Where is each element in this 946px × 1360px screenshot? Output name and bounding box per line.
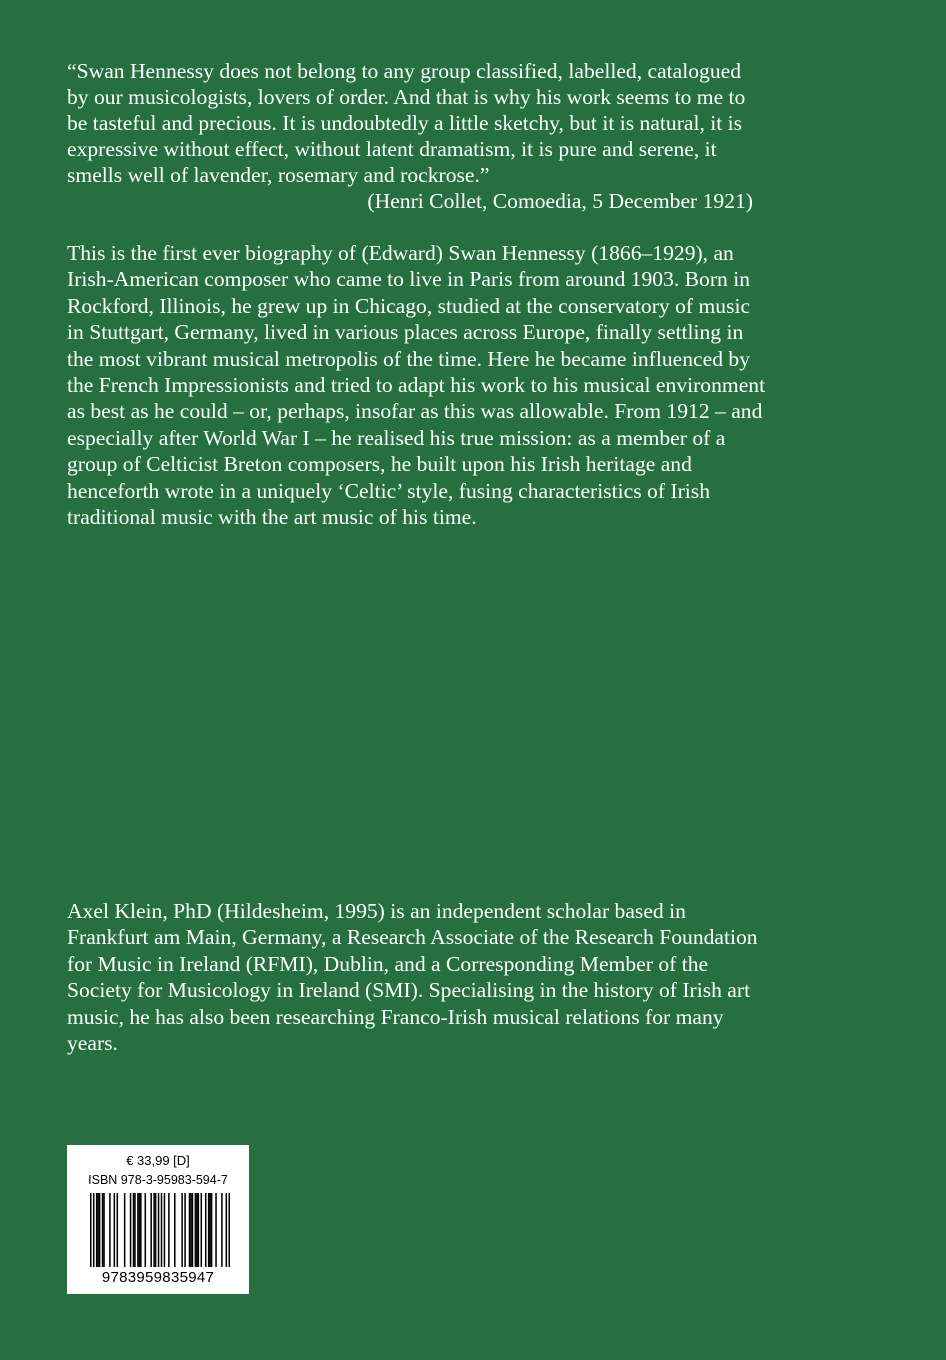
barcode-bar: [124, 1193, 126, 1267]
barcode-bar: [168, 1193, 170, 1267]
barcode-bar: [226, 1193, 228, 1267]
quote-attribution: (Henri Collet, Comoedia, 5 December 1921): [367, 189, 753, 213]
barcode-bar: [139, 1193, 141, 1267]
isbn-text: ISBN 978-3-95983-594-7: [88, 1173, 228, 1187]
quote-block: [67, 58, 767, 214]
barcode-bar: [93, 1193, 95, 1267]
barcode-bar: [99, 1193, 101, 1267]
barcode-bar: [97, 1193, 99, 1267]
barcode-bar: [190, 1193, 192, 1267]
barcode-bar: [196, 1193, 198, 1267]
barcode-bar: [229, 1193, 230, 1267]
quote-text: “Swan Hennessy does not belong to any group classified, labelled, catalogued by our musicologists, lovers of order. And that is why his work seems to me to be tasteful and precious. It is undoubtedly a little sketchy, but it is natural, it is expressive without effect, without latent dramatism, it is pure and serene, it smells well of lavender, rosemary and rockrose.”: [67, 59, 746, 187]
barcode-bar: [134, 1193, 136, 1267]
barcode-bar: [114, 1193, 116, 1267]
barcode-bar: [192, 1193, 194, 1267]
barcode-bar: [137, 1193, 139, 1267]
price-text: € 33,99 [D]: [126, 1153, 190, 1168]
barcode-bar: [189, 1193, 191, 1267]
barcode-bar: [198, 1193, 200, 1267]
barcode-bar: [215, 1193, 217, 1267]
barcode-bar: [96, 1193, 98, 1267]
barcode-bar: [161, 1193, 163, 1267]
barcode-bar: [140, 1193, 142, 1267]
barcode-bar: [102, 1193, 104, 1267]
barcode-bar: [153, 1193, 155, 1267]
barcode-bar: [145, 1193, 147, 1267]
barcode-bar: [211, 1193, 213, 1267]
barcode-bar: [201, 1193, 203, 1267]
barcode-bar: [209, 1193, 211, 1267]
barcode-bar: [184, 1193, 186, 1267]
barcode-bar: [109, 1193, 111, 1267]
ean-number: 9783959835947: [101, 1269, 215, 1286]
book-description: This is the first ever biography of (Edward) Swan Hennessy (1866–1929), an Irish-American composer who came to live in Paris from around 1903. Born in Rockford, Illinois, he grew up in Chicago, studied at the conservatory of music in Stuttgart, Germany, lived in various places across Europe, finally settling in the most vibrant musical metropolis of the time. Here he became influenced by the French Impressionists and tried to adapt his work to his musical environment as best as he could – or, perhaps, insofar as this was allowable. From 1912 – and especially after World War I – he realised his true mission: as a member of a group of Celticist Breton composers, he built upon his Irish heritage and henceforth wrote in a uniquely ‘Celtic’ style, fusing characteristics of Irish traditional music with the art music of his time.: [67, 241, 766, 530]
barcode-bar: [181, 1193, 183, 1267]
author-bio: Axel Klein, PhD (Hildesheim, 1995) is an independent scholar based in Frankfurt am Main, Germany, a Research Associate of the Research Foundation for Music in Ireland (RFMI), Dublin, and a Corresponding Member of the Society for Musicology in Ireland (SMI). Specialising in the history of Irish art music, he has also been researching Franco-Irish musical relations for many years.: [67, 899, 758, 1056]
barcode-bar: [90, 1193, 92, 1267]
barcode-bar: [158, 1193, 160, 1267]
barcode-bar: [130, 1193, 132, 1267]
barcode-bar: [133, 1193, 135, 1267]
barcode-bar: [205, 1193, 207, 1267]
barcode-label: [67, 1145, 249, 1294]
barcode-bar: [174, 1193, 176, 1267]
barcode-bar: [150, 1193, 152, 1267]
barcode-bar: [164, 1193, 166, 1267]
barcode-bar: [117, 1193, 119, 1267]
barcode-bar: [208, 1193, 210, 1267]
barcode-bar: [195, 1193, 197, 1267]
barcode-bar: [155, 1193, 157, 1267]
barcode-bar: [221, 1193, 223, 1267]
barcode-bars-icon: [90, 1193, 230, 1267]
barcode-bar: [103, 1193, 105, 1267]
